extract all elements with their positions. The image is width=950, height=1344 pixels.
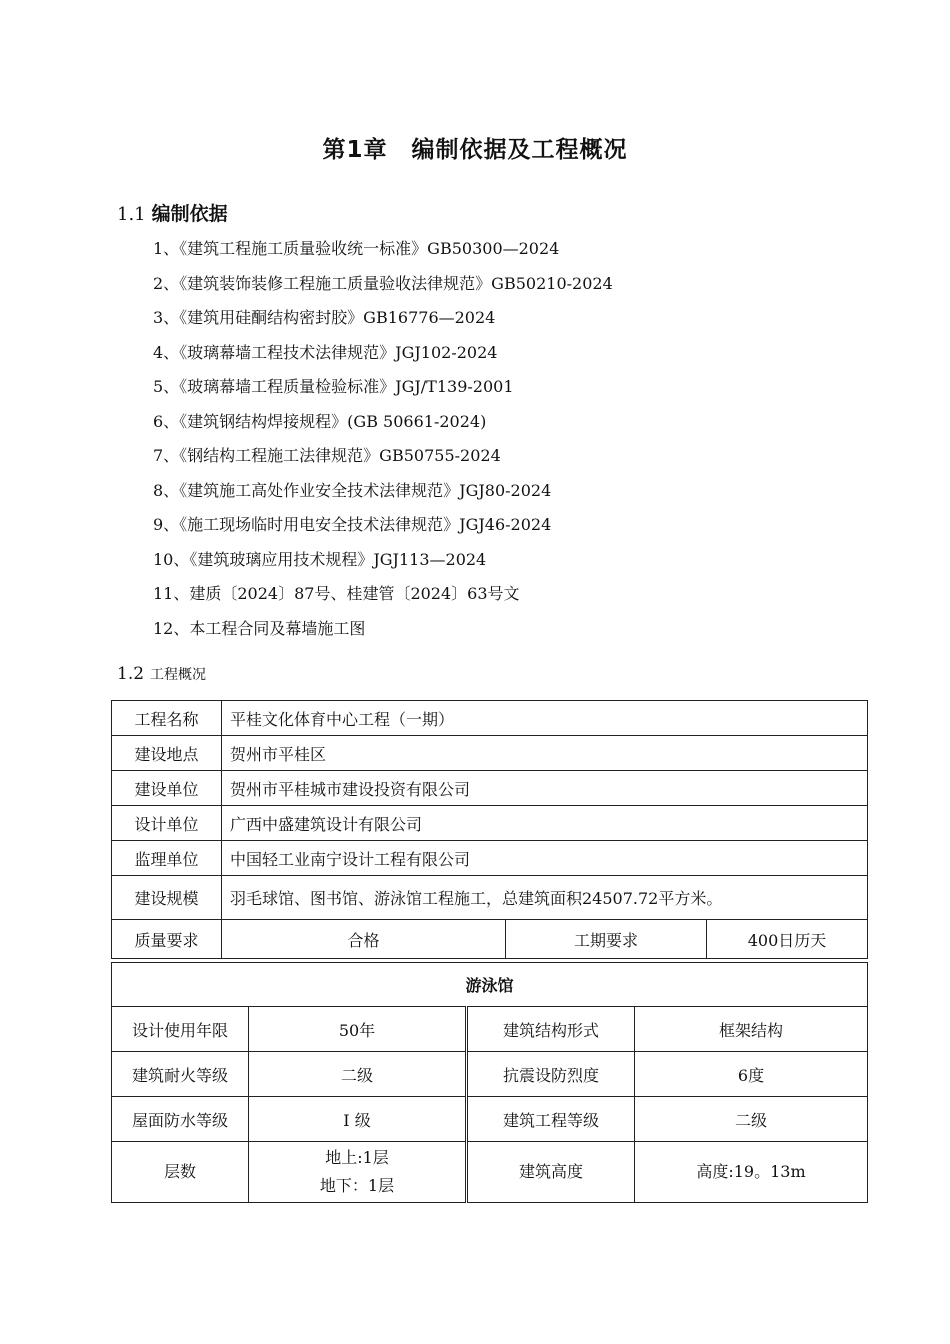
- floors-above: 地上:1层: [325, 1148, 389, 1167]
- section-number: 1.2: [117, 664, 145, 684]
- table-row: [112, 1097, 868, 1142]
- table-row: [112, 963, 868, 1007]
- period-value: 400日历天: [707, 920, 868, 959]
- row-label: 层数: [112, 1142, 249, 1203]
- list-item: 5、《玻璃幕墙工程质量检验标准》JGJ/T139-2001: [153, 377, 514, 396]
- list-item: 11、建质〔2024〕87号、桂建管〔2024〕63号文: [153, 584, 520, 603]
- row-value: 广西中盛建筑设计有限公司: [222, 806, 868, 841]
- list-item: 2、《建筑装饰装修工程施工质量验收法律规范》GB50210-2024: [153, 273, 613, 293]
- pool-table: [111, 962, 868, 1203]
- row-label: 建设地点: [112, 736, 222, 771]
- row-label: 设计使用年限: [112, 1007, 249, 1052]
- period-label: 工期要求: [506, 920, 707, 959]
- row-label: 工程名称: [112, 701, 222, 736]
- list-item: 8、《建筑施工高处作业安全技术法律规范》JGJ80-2024: [153, 480, 552, 500]
- list-item: 1、《建筑工程施工质量验收统一标准》GB50300—2024: [153, 239, 560, 258]
- table-row: [112, 806, 868, 841]
- row-label: 建筑结构形式: [467, 1007, 635, 1052]
- row-value: 羽毛球馆、图书馆、游泳馆工程施工，总建筑面积24507.72平方米。: [222, 876, 868, 920]
- row-label: 抗震设防烈度: [467, 1052, 635, 1097]
- row-value: 中国轻工业南宁设计工程有限公司: [222, 841, 868, 876]
- basis-list: [153, 236, 613, 650]
- overview-table: [111, 700, 868, 959]
- floors-value: [249, 1142, 467, 1203]
- row-value: 贺州市平桂区: [222, 736, 868, 771]
- row-label: 屋面防水等级: [112, 1097, 249, 1142]
- row-value: 50年: [249, 1007, 467, 1052]
- section-heading-basis: [117, 199, 228, 226]
- row-value: 6度: [635, 1052, 868, 1097]
- row-label: 建设规模: [112, 876, 222, 920]
- floors-below: 地下：1层: [319, 1176, 395, 1195]
- row-label: 建筑工程等级: [467, 1097, 635, 1142]
- list-item: 4、《玻璃幕墙工程技术法律规范》JGJ102-2024: [153, 342, 498, 362]
- list-item: 12、本工程合同及幕墙施工图: [153, 618, 366, 638]
- table-row: [112, 736, 868, 771]
- list-item: 9、《施工现场临时用电安全技术法律规范》JGJ46-2024: [153, 515, 552, 534]
- section-title: 工程概况: [150, 667, 207, 683]
- section-number: 1.1: [117, 204, 146, 225]
- list-item: 6、《建筑钢结构焊接规程》(GB 50661-2024): [153, 411, 487, 431]
- section-title: 编制依据: [151, 203, 228, 225]
- pool-title: 游泳馆: [112, 963, 868, 1007]
- table-row: [112, 771, 868, 806]
- table-row: [112, 1142, 868, 1203]
- row-value: 高度:19。13m: [635, 1142, 868, 1203]
- row-label: 监理单位: [112, 841, 222, 876]
- table-row: [112, 841, 868, 876]
- row-value: 框架结构: [635, 1007, 868, 1052]
- row-label: 建设单位: [112, 771, 222, 806]
- chapter-title: 第1章 编制依据及工程概况: [322, 137, 628, 163]
- list-item: 7、《钢结构工程施工法律规范》GB50755-2024: [153, 446, 501, 465]
- row-value: 贺州市平桂城市建设投资有限公司: [222, 771, 868, 806]
- row-label: 建筑耐火等级: [112, 1052, 249, 1097]
- quality-value: 合格: [222, 920, 506, 959]
- table-row: [112, 876, 868, 920]
- row-value: Ⅰ 级: [249, 1097, 467, 1142]
- row-label: 质量要求: [112, 920, 222, 959]
- table-row: [112, 1052, 868, 1097]
- table-row: [112, 920, 868, 959]
- table-row: [112, 701, 868, 736]
- section-heading-overview: [117, 664, 206, 684]
- row-value: 平桂文化体育中心工程（一期）: [222, 701, 868, 736]
- row-label: 设计单位: [112, 806, 222, 841]
- row-value: 二级: [249, 1052, 467, 1097]
- row-value: 二级: [635, 1097, 868, 1142]
- row-label: 建筑高度: [467, 1142, 635, 1203]
- list-item: 3、《建筑用硅酮结构密封胶》GB16776—2024: [153, 308, 496, 327]
- list-item: 10、《建筑玻璃应用技术规程》JGJ113—2024: [153, 549, 487, 569]
- table-row: [112, 1007, 868, 1052]
